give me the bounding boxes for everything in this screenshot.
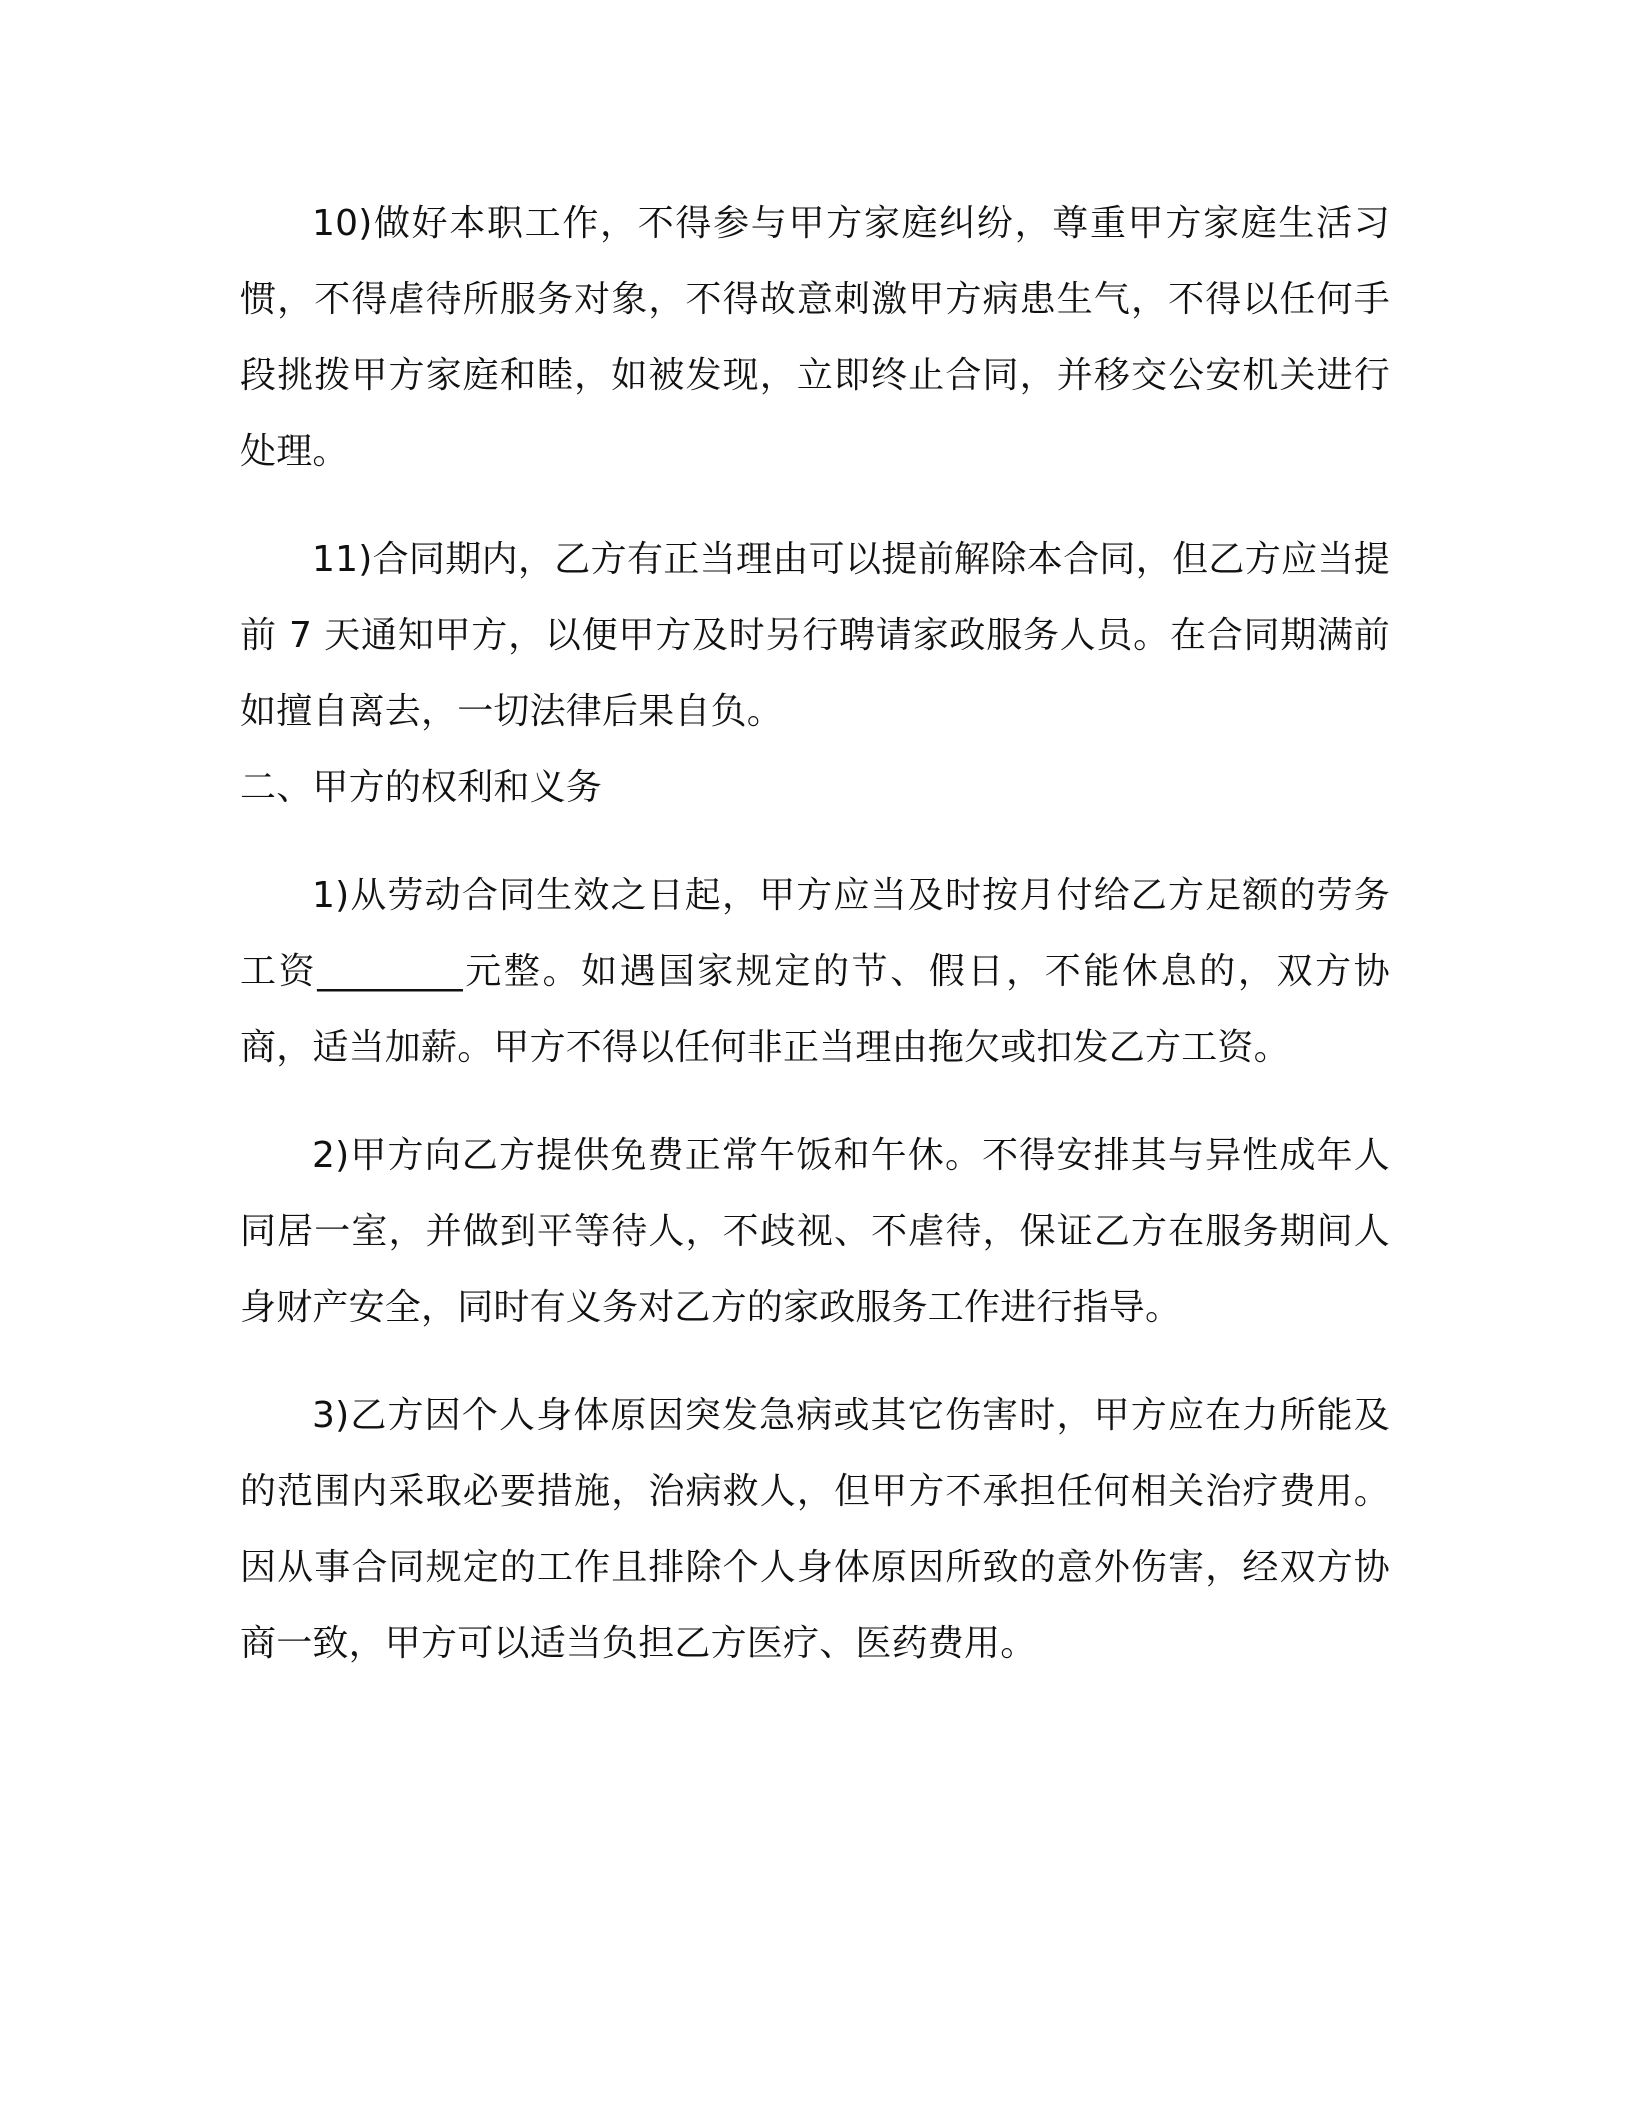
clause-10-paragraph: 10)做好本职工作，不得参与甲方家庭纠纷，尊重甲方家庭生活习惯，不得虐待所服务对象，不得故意刺激甲方病患生气，不得以任何手段挑拨甲方家庭和睦，如被发现，立即终止合同，并移交公安机关进行处理。 bbox=[240, 203, 1390, 472]
party-a-clause-3-paragraph: 3)乙方因个人身体原因突发急病或其它伤害时，甲方应在力所能及的范围内采取必要措施，治病救人，但甲方不承担任何相关治疗费用。因从事合同规定的工作且排除个人身体原因所致的意外伤害，经双方协商一致，甲方可以适当负担乙方医疗、医药费用。 bbox=[240, 1395, 1390, 1664]
clause-11-paragraph: 11)合同期内，乙方有正当理由可以提前解除本合同，但乙方应当提前 7 天通知甲方，以便甲方及时另行聘请家政服务人员。在合同期满前如擅自离去，一切法律后果自负。 bbox=[240, 539, 1390, 732]
section-heading-party-a-rights: 二、甲方的权利和义务 bbox=[240, 767, 603, 808]
document-body bbox=[240, 186, 1390, 1682]
party-a-clause-2-paragraph: 2)甲方向乙方提供免费正常午饭和午休。不得安排其与异性成年人同居一室，并做到平等待人，不歧视、不虐待，保证乙方在服务期间人身财产安全，同时有义务对乙方的家政服务工作进行指导。 bbox=[240, 1135, 1390, 1328]
party-a-clause-1-paragraph: 1)从劳动合同生效之日起，甲方应当及时按月付给乙方足额的劳务工资________元整。如遇国家规定的节、假日，不能休息的，双方协商，适当加薪。甲方不得以任何非正当理由拖欠或扣发乙方工资。 bbox=[240, 875, 1390, 1068]
